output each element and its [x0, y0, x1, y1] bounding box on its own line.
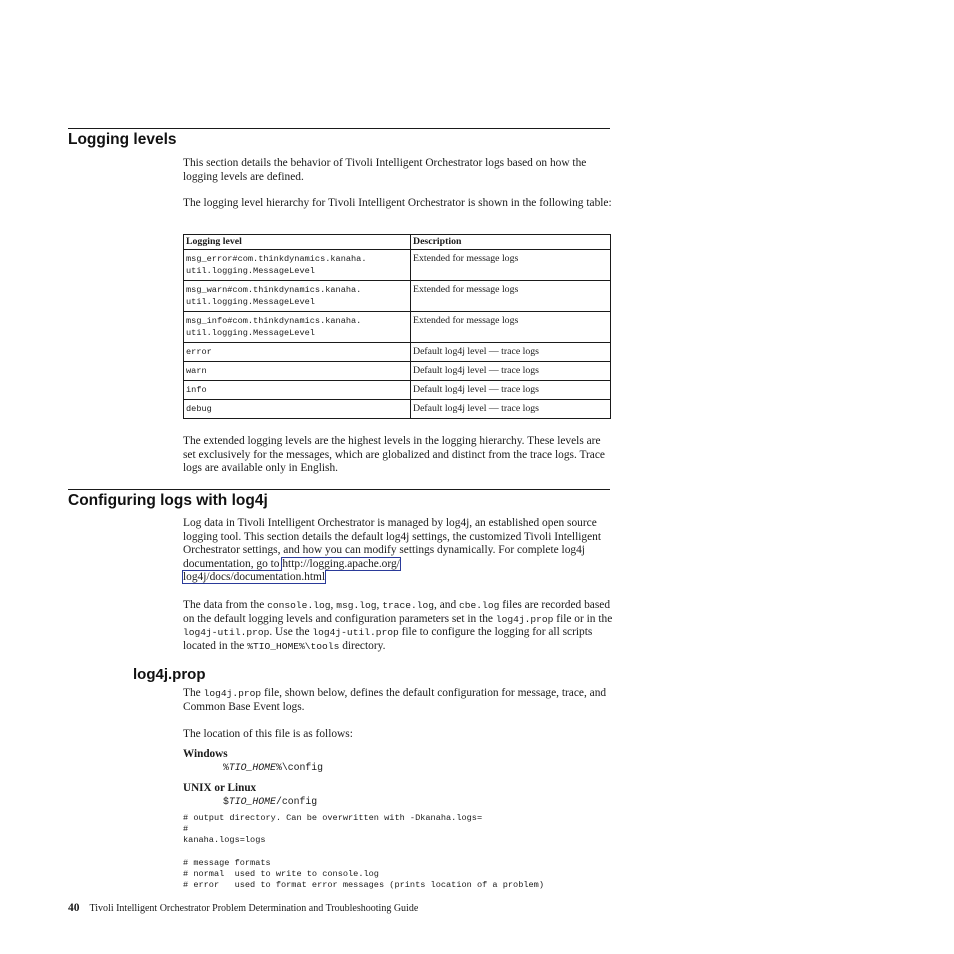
text-run: . Use the — [269, 626, 313, 639]
level-line-2: util.logging.MessageLevel — [186, 328, 315, 338]
code-sample: # output directory. Can be overwritten with -Dkanaha.logs= # kanaha.logs=logs # message formats # normal used to write to console.log # error used to format error messages (prints location of a problem) — [183, 813, 544, 891]
page-number: 40 — [68, 902, 80, 914]
log4j-prop-intro — [183, 687, 613, 714]
section-rule — [68, 489, 610, 490]
unix-label: UNIX or Linux — [183, 782, 257, 794]
filename-log4j-util-prop: log4j-util.prop — [312, 627, 399, 639]
text-run: file, shown below, defines the default configuration for message, trace, and Common Base Event logs. — [183, 687, 607, 713]
level-line-2: util.logging.MessageLevel — [186, 297, 315, 307]
text-run: , and — [434, 599, 460, 611]
table-row — [184, 362, 611, 381]
table-row — [184, 400, 611, 419]
path-variable: TIO_HOME — [228, 762, 276, 773]
path-tio-home-tools: %TIO_HOME%\tools — [247, 640, 340, 652]
level-line-1: msg_error#com.thinkdynamics.kanaha. — [186, 254, 367, 264]
text-run: , — [330, 599, 337, 611]
filename-console-log: console.log — [267, 600, 331, 611]
text-run: The — [183, 687, 204, 699]
text-run: file or in the — [553, 612, 613, 625]
filename-trace-log: trace.log — [382, 600, 435, 611]
description-cell: Default log4j level — trace logs — [411, 362, 611, 381]
logging-levels-hierarchy-intro: The logging level hierarchy for Tivoli Intelligent Orchestrator is shown in the following table: — [183, 197, 612, 209]
text-run: The data from the — [183, 599, 268, 611]
table-header-row — [184, 235, 611, 250]
text-run: file to configure the logging for all scripts located in the — [183, 626, 593, 652]
section-heading-logging-levels: Logging levels — [68, 131, 177, 148]
description-cell: Default log4j level — trace logs — [411, 343, 611, 362]
logging-level-cell — [184, 312, 411, 343]
level-line-1: msg_info#com.thinkdynamics.kanaha. — [186, 316, 362, 326]
text-run: directory. — [339, 639, 386, 652]
table-header-description: Description — [411, 235, 611, 250]
logging-level-cell — [184, 250, 411, 281]
path-prefix: $ — [223, 796, 229, 807]
description-cell: Extended for message logs — [411, 312, 611, 343]
table-header-logging-level: Logging level — [184, 235, 411, 250]
windows-label: Windows — [183, 748, 228, 760]
description-cell: Extended for message logs — [411, 250, 611, 281]
description-cell: Extended for message logs — [411, 281, 611, 312]
text-run: files are recorded based on the default logging levels and configuration parameters set in the — [183, 599, 611, 625]
logging-level-cell — [184, 281, 411, 312]
table-row — [184, 312, 611, 343]
table-row — [184, 343, 611, 362]
filename-cbe-log: cbe.log — [459, 600, 500, 611]
path-prefix: % — [223, 762, 229, 773]
log4j-intro-text: Log data in Tivoli Intelligent Orchestrator is managed by log4j, an established open source logging tool. This section details the default log4j settings, the customized Tivoli Intelligent Orchestrator settings, and how you can modify settings dynamically. For complete log4j documentation, go to — [183, 517, 602, 570]
logging-levels-intro: This section details the behavior of Tivoli Intelligent Orchestrator logs based on how the logging levels are defined. — [183, 157, 587, 183]
level-line-2: util.logging.MessageLevel — [186, 266, 315, 276]
description-cell: Default log4j level — trace logs — [411, 381, 611, 400]
log-files-paragraph — [183, 599, 613, 653]
logging-level-cell: error — [184, 343, 411, 362]
table-row — [184, 381, 611, 400]
filename-msg-log: msg.log — [336, 600, 377, 611]
logging-levels-table — [183, 234, 611, 419]
extended-levels-paragraph: The extended logging levels are the highest levels in the logging hierarchy. These levels are set exclusively for the messages, which are globalized and distinct from the trace logs. Trace logs are available only in English. — [183, 435, 605, 475]
path-suffix: /config — [275, 796, 318, 807]
unix-path — [223, 796, 317, 808]
text-run: , — [376, 599, 383, 611]
path-variable: TIO_HOME — [228, 796, 276, 807]
filename-log4j-prop: log4j.prop — [203, 688, 262, 699]
path-suffix: %\config — [275, 762, 323, 773]
file-location-intro: The location of this file is as follows: — [183, 728, 353, 740]
book-title: Tivoli Intelligent Orchestrator Problem Determination and Troubleshooting Guide — [89, 903, 419, 914]
section-heading-configuring-logs: Configuring logs with log4j — [68, 492, 268, 509]
logging-level-cell: debug — [184, 400, 411, 419]
filename-log4j-prop: log4j.prop — [495, 613, 554, 625]
page-footer — [68, 902, 418, 915]
link-text-part-1: http://logging.apache.org/ — [282, 557, 400, 570]
level-line-1: msg_warn#com.thinkdynamics.kanaha. — [186, 285, 362, 295]
windows-path — [223, 762, 323, 774]
table-row — [184, 250, 611, 281]
logging-level-cell: warn — [184, 362, 411, 381]
table-row — [184, 281, 611, 312]
section-rule — [68, 128, 610, 129]
link-text-part-2: log4j/docs/documentation.html — [183, 571, 326, 584]
subsection-heading-log4j-prop: log4j.prop — [133, 666, 206, 683]
filename-log4j-util-prop: log4j-util.prop — [183, 627, 270, 639]
logging-level-cell: info — [184, 381, 411, 400]
description-cell: Default log4j level — trace logs — [411, 400, 611, 419]
log4j-intro-paragraph — [183, 517, 613, 585]
